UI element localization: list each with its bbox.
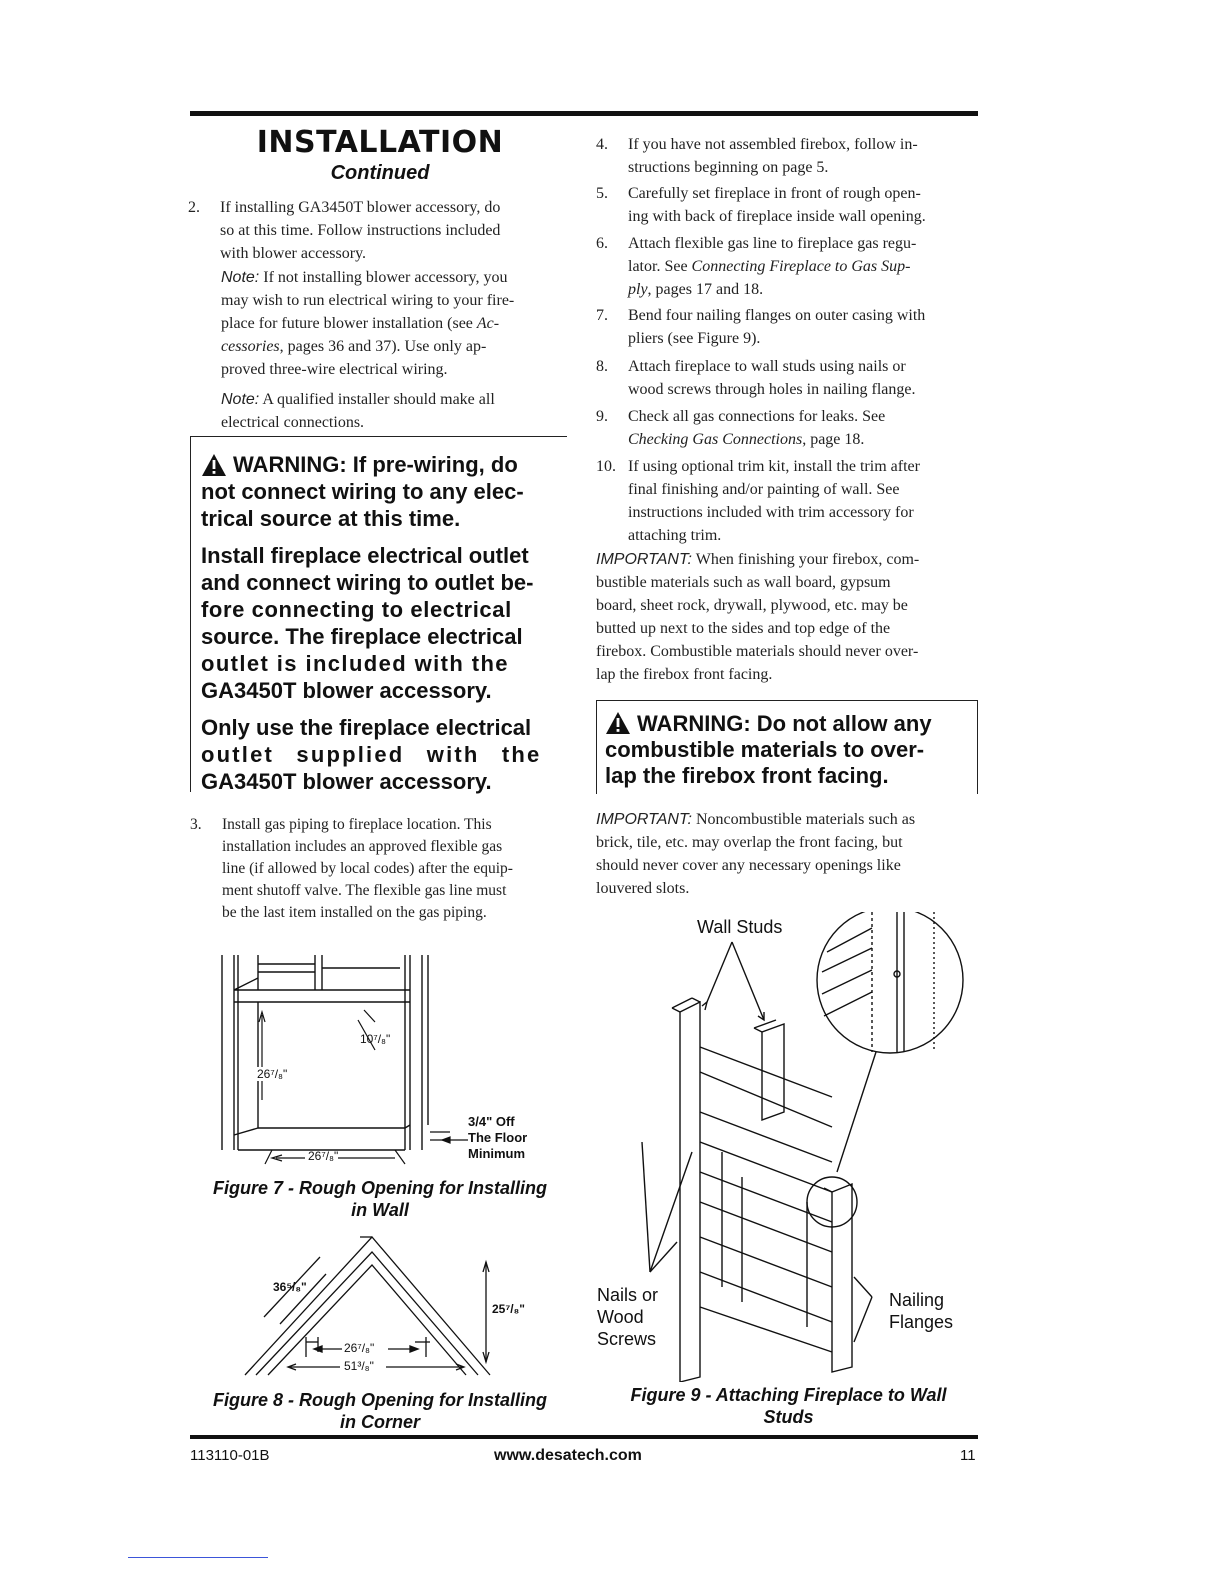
fig7-depth-dim: 10⁷/₈" bbox=[360, 1032, 391, 1046]
link-underline bbox=[128, 1557, 268, 1558]
warning-left-head: WARNING: If pre-wiring, do bbox=[233, 452, 518, 477]
manual-page: INSTALLATION Continued 2. If installing GA3450T blower accessory, do so at this time. Follow instructions included with blower accessory. Note: If not installing blower accessory, you may wish to run electrical wiring to your fire- place for future blower installation (see Ac- cessories, pages 36 and 37). Use only ap- proved three-wire electrical wiring. Note: A qualified installer should make all electrical connections. WARNING: If pre-wiring, do not connect wiring to any elec- trical source at this time. Install fireplace electrical outlet and connect wiring to outlet be- fore connecting to electrical source. The fireplace electrical outlet is included with the GA3450T blower accessory. Only use the fireplace electrical outlet supplied with the GA3450T blower accessory. 3. Install gas piping to fireplace location. This installation includes an approved flexible gas line (if allowed by local codes) after the equip- ment shutoff valve. The flexible gas line must be the last item installed on the gas piping. 10⁷/₈" 26⁷/₈" 26⁷/₈" 3/4" Off The Floor Minimum Figure 7 - Rough Opening for Installing in Wall 36⁵/₈" 25⁷/₈" 26⁷/₈" 51³/₈" Figure 8 - Rough Opening for Installing in Corner 4. If you have not assembled firebox, follow in- structions beginning on page 5. 5. Carefully set fireplace in front of rough open- ing with back of fireplace inside wall opening. 6. Attach flexible gas line to fireplace gas regu- lator. See Connecting Fireplace to Gas Sup- ply, pages 17 and 18. 7. Bend four nailing flanges on outer casing with pliers (see Figure 9). 8. Attach fireplace to wall studs using nails or wood screws through holes in nailing flange. 9. Check all gas connections for leaks. See Checking Gas Connections, page 18. 10. If using optional trim kit, install the trim after final finishing and/or painting of wall. See instructions included with trim accessory for attaching trim. IMPORTANT: When finishing your firebox, com- bustible materials such as wall board, gypsum board, sheet rock, drywall, plywood, etc. may be butted up next to the sides and top edge of the firebox. Combustible materials should never over- lap the firebox front facing. WARNING: Do not allow any combustible materials to over- lap the firebox front facing. IMPORTANT: Noncombustible materials such as brick, tile, etc. may overlap the front facing, but should never cover any necessary openings like louvered slots. Wall Studs Nails or Wood Screws Nailing Flanges Figure 9 - Attaching Fireplace to Wall Studs 113110-01B www.desatech.com 11 bbox=[0, 0, 1224, 1584]
section-title: INSTALLATION bbox=[256, 125, 504, 160]
figure-7-diagram bbox=[210, 950, 550, 1175]
note-installer: Note: A qualified installer should make all electrical connections. bbox=[221, 391, 495, 431]
figure-8-diagram bbox=[240, 1232, 530, 1382]
top-rule bbox=[190, 111, 978, 116]
warning-triangle-icon bbox=[605, 711, 631, 735]
fig9-flanges-label: Nailing Flanges bbox=[889, 1290, 954, 1332]
footer-website: www.desatech.com bbox=[494, 1447, 642, 1464]
note-wiring: Note: If not installing blower accessory, you may wish to run electrical wiring to your fire- place for future blower installation (see Ac- cessories, pages 36 and 37). Use only ap- proved three-wire electrical wiring. bbox=[221, 269, 515, 378]
figure-7-caption: Figure 7 - Rough Opening for Installing in Wall bbox=[213, 1178, 547, 1220]
figure-9-diagram bbox=[592, 912, 982, 1382]
important-noncombustible: IMPORTANT: Noncombustible materials such as brick, tile, etc. may overlap the front facing, but should never cover any necessary openings like louvered slots. bbox=[596, 811, 916, 897]
bottom-rule bbox=[190, 1435, 978, 1439]
warning-right-head: WARNING: Do not allow any bbox=[637, 711, 932, 736]
figure-9-caption: Figure 9 - Attaching Fireplace to Wall Studs bbox=[630, 1385, 947, 1427]
footer-page-number: 11 bbox=[960, 1447, 976, 1464]
footer-doc-number: 113110-01B bbox=[190, 1447, 270, 1464]
fig8-outer-dim: 51³/₈" bbox=[344, 1359, 374, 1373]
warning-triangle-icon bbox=[201, 453, 227, 477]
figure-8-caption: Figure 8 - Rough Opening for Installing in Corner bbox=[213, 1390, 547, 1432]
fig7-floor-note: 3/4" Off The Floor Minimum bbox=[468, 1114, 528, 1161]
fig7-height-dim: 26⁷/₈" bbox=[257, 1067, 288, 1081]
fig8-height-dim: 25⁷/₈" bbox=[492, 1302, 525, 1316]
warning-overlap: WARNING: Do not allow any combustible materials to over- lap the firebox front facing. bbox=[596, 700, 978, 794]
important-combustible: IMPORTANT: When finishing your firebox, com- bustible materials such as wall board, gypsum board, sheet rock, drywall, plywood, etc. may be butted up next to the sides and top edge of the firebox. Combustible materials should never over- lap the firebox front facing. bbox=[596, 551, 920, 683]
fig9-nails-label: Nails or Wood Screws bbox=[597, 1285, 659, 1349]
fig7-width-dim: 26⁷/₈" bbox=[308, 1149, 339, 1163]
fig8-inner-dim: 26⁷/₈" bbox=[344, 1341, 375, 1355]
fig9-wall-studs-label: Wall Studs bbox=[697, 917, 783, 937]
warning-prewiring: WARNING: If pre-wiring, do not connect wiring to any elec- trical source at this time. Install fireplace electrical outlet and connect wiring to outlet be- fore connecting to electrical source. The fireplace electrical outlet is included with the GA3450T blower accessory. Only use the fireplace electrical outlet supplied with the GA3450T blower accessory. bbox=[190, 436, 567, 792]
section-subtitle: Continued bbox=[330, 162, 430, 184]
fig8-side-dim: 36⁵/₈" bbox=[273, 1280, 307, 1294]
